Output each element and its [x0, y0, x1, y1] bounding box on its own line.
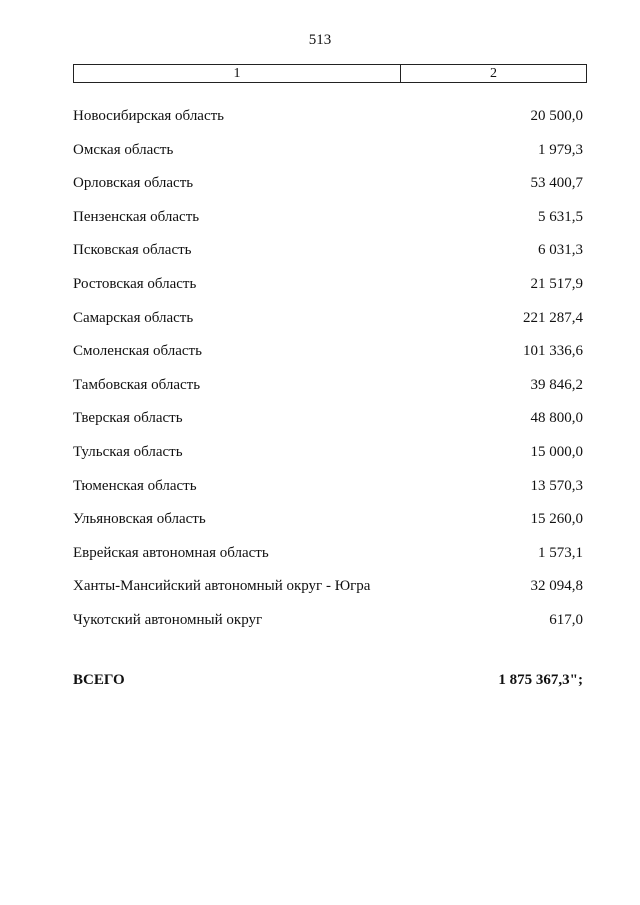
- region-name: Смоленская область: [73, 343, 202, 360]
- region-name: Чукотский автономный округ: [73, 611, 263, 628]
- table-row: [73, 341, 583, 375]
- total-value: 1 875 367,3";: [498, 672, 583, 688]
- total-label: ВСЕГО: [73, 672, 125, 688]
- region-name: Тамбовская область: [73, 376, 201, 393]
- region-value: 15 260,0: [530, 511, 583, 528]
- table-header: [73, 64, 587, 83]
- table-row: [73, 442, 583, 476]
- table-row: [73, 476, 583, 510]
- total-row: [73, 672, 583, 689]
- region-value: 15 000,0: [530, 443, 583, 460]
- region-name: Ульяновская область: [73, 511, 206, 528]
- table-row: [73, 375, 583, 409]
- page-number: 513: [308, 32, 332, 48]
- table-row: [73, 207, 583, 241]
- region-name: Тульская область: [73, 443, 183, 460]
- table-row: [73, 610, 583, 644]
- region-name: Псковская область: [73, 242, 192, 259]
- table-row: [73, 543, 583, 577]
- column-header-1: 1: [74, 65, 401, 82]
- region-value: 20 500,0: [530, 108, 583, 124]
- region-value: 21 517,9: [530, 275, 583, 292]
- region-value: 48 800,0: [530, 410, 583, 427]
- region-value: 1 573,1: [538, 544, 583, 561]
- table-row: [73, 308, 583, 342]
- table-row: [73, 576, 583, 610]
- region-name: Ханты-Мансийский автономный округ - Югра: [73, 578, 371, 595]
- region-name: Омская область: [73, 141, 174, 158]
- region-name: Пензенская область: [73, 208, 200, 225]
- table-row: [73, 173, 583, 207]
- region-name: Тверская область: [73, 410, 183, 427]
- table-row: [73, 408, 583, 442]
- column-header-2: 2: [490, 66, 497, 81]
- region-value: 5 631,5: [538, 208, 583, 225]
- table-row: [73, 106, 583, 140]
- region-value: 221 287,4: [523, 309, 583, 326]
- region-value: 32 094,8: [530, 578, 583, 595]
- table-body: [73, 106, 583, 644]
- region-value: 101 336,6: [523, 343, 583, 360]
- table-row: [73, 509, 583, 543]
- region-name: Самарская область: [73, 309, 194, 326]
- region-value: 617,0: [549, 611, 583, 628]
- region-value: 13 570,3: [530, 477, 583, 494]
- region-name: Ростовская область: [73, 275, 197, 292]
- region-name: Еврейская автономная область: [73, 544, 269, 561]
- region-value: 1 979,3: [538, 141, 583, 158]
- region-name: Орловская область: [73, 175, 194, 192]
- region-value: 6 031,3: [538, 242, 583, 259]
- region-name: Тюменская область: [73, 477, 197, 494]
- region-value: 53 400,7: [530, 175, 583, 192]
- table-row: [73, 274, 583, 308]
- table-row: [73, 140, 583, 174]
- region-name: Новосибирская область: [73, 108, 225, 124]
- table-row: [73, 240, 583, 274]
- region-value: 39 846,2: [530, 376, 583, 393]
